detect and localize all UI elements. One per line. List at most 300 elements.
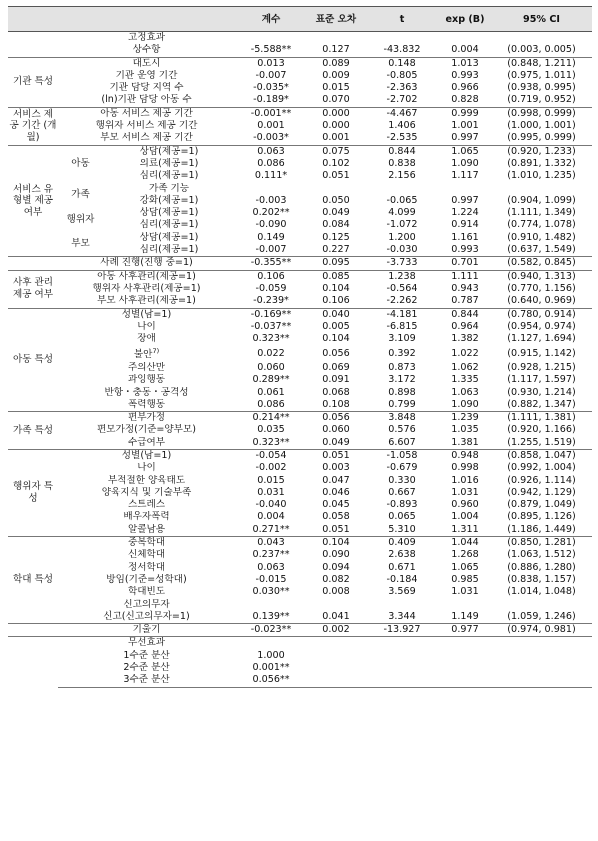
t-cell: -0.893 bbox=[386, 499, 418, 511]
variable-label bbox=[58, 295, 235, 308]
ci-cell: (0.582, 0.845) bbox=[491, 257, 592, 270]
ci-cell: (0.882, 1.347) bbox=[507, 398, 576, 410]
ci-cell: (1.117, 1.597) bbox=[507, 374, 576, 386]
se-cell: 0.227 bbox=[322, 244, 350, 256]
variable-text: 성별(남=1) bbox=[121, 449, 172, 461]
variable-text: 아동 서비스 제공 기간 bbox=[100, 107, 193, 119]
t-cell: -4.467 bbox=[365, 107, 439, 120]
se-cell bbox=[307, 674, 365, 687]
variable-text: 주의산만 bbox=[127, 361, 166, 373]
category-label: 가족 특성 bbox=[8, 412, 58, 450]
exp-cell: 1.268 bbox=[451, 549, 479, 561]
ci-cell: (0.920, 1.233) bbox=[491, 145, 592, 158]
variable-text: 반항・충동・공격성 bbox=[104, 386, 189, 398]
se-cell: 0.106 bbox=[322, 295, 350, 307]
table-row bbox=[8, 475, 592, 487]
ci-cell: (0.850, 1.281) bbox=[491, 537, 592, 550]
se-cell: 0.085 bbox=[307, 270, 365, 283]
table-row bbox=[8, 120, 592, 132]
exp-cell: 0.993 bbox=[451, 69, 479, 81]
coef-cell: -0.015 bbox=[255, 573, 287, 585]
ci-cell: (0.910, 1.482) bbox=[507, 231, 576, 243]
se-cell: 0.084 bbox=[322, 219, 350, 231]
se-cell: 0.001 bbox=[322, 132, 350, 144]
exp-cell: 1.111 bbox=[439, 270, 491, 283]
t-cell bbox=[365, 32, 439, 45]
regression-results-table bbox=[8, 6, 592, 688]
t-cell: -4.181 bbox=[365, 308, 439, 321]
ci-cell bbox=[491, 674, 592, 687]
coef-cell: 0.106 bbox=[235, 270, 307, 283]
t-cell: 0.873 bbox=[388, 361, 416, 373]
table-row bbox=[8, 232, 592, 244]
ci-cell: (0.780, 0.914) bbox=[491, 308, 592, 321]
table-row bbox=[8, 362, 592, 374]
variable-text: 부모 사후관리(제공=1) bbox=[97, 295, 196, 307]
ci-cell: (0.838, 1.157) bbox=[507, 573, 576, 585]
se-cell: 0.056 bbox=[307, 412, 365, 425]
variable-text: 무선효과 bbox=[127, 637, 166, 649]
variable-label bbox=[58, 437, 235, 450]
se-cell: 0.005 bbox=[322, 320, 350, 332]
coef-cell: 0.063 bbox=[235, 145, 307, 158]
table-row bbox=[8, 624, 592, 637]
variable-label bbox=[58, 650, 235, 662]
se-cell: 0.060 bbox=[322, 424, 350, 436]
variable-label bbox=[58, 586, 235, 598]
variable-label bbox=[58, 574, 235, 586]
variable-label bbox=[58, 321, 235, 333]
se-cell: 0.003 bbox=[322, 462, 350, 474]
variable-label bbox=[58, 308, 235, 321]
coef-cell: 0.139** bbox=[252, 610, 290, 622]
variable-label bbox=[58, 374, 235, 386]
coef-cell: -0.002 bbox=[255, 462, 287, 474]
category-label: 사후 관리 제공 여부 bbox=[8, 270, 58, 308]
coef-cell: 0.031 bbox=[257, 486, 285, 498]
exp-cell: 1.065 bbox=[439, 145, 491, 158]
se-cell: 0.104 bbox=[307, 537, 365, 550]
variable-label bbox=[58, 257, 235, 270]
t-cell: 0.844 bbox=[365, 145, 439, 158]
variable-label bbox=[58, 424, 235, 436]
variable-text: 중복학대 bbox=[127, 537, 166, 549]
t-cell: 3.569 bbox=[388, 586, 416, 598]
category-label: 서비스 유형별 제공 여부 bbox=[8, 145, 58, 257]
exp-cell: 1.311 bbox=[451, 523, 479, 535]
coef-cell: -0.007 bbox=[255, 244, 287, 256]
table-row bbox=[8, 44, 592, 57]
exp-cell: 0.701 bbox=[439, 257, 491, 270]
ci-cell: (1.255, 1.519) bbox=[507, 436, 576, 448]
exp-cell: 1.161 bbox=[451, 231, 479, 243]
exp-cell: 1.022 bbox=[451, 347, 479, 359]
ci-cell: (0.003, 0.005) bbox=[507, 44, 576, 56]
exp-cell: 1.239 bbox=[439, 412, 491, 425]
exp-cell: 0.844 bbox=[439, 308, 491, 321]
table-row bbox=[8, 586, 592, 598]
ci-cell: (0.879, 1.049) bbox=[507, 499, 576, 511]
coef-cell: -0.169** bbox=[235, 308, 307, 321]
variable-label bbox=[58, 132, 235, 145]
variable-label bbox=[58, 487, 235, 499]
variable-label bbox=[58, 562, 235, 574]
table-row bbox=[8, 374, 592, 386]
category-label: 행위자 특성 bbox=[8, 449, 58, 536]
coef-cell: 0.035 bbox=[257, 424, 285, 436]
exp-cell: 0.787 bbox=[451, 295, 479, 307]
exp-cell: 0.999 bbox=[439, 107, 491, 120]
coef-cell: 0.086 bbox=[257, 157, 285, 169]
se-cell: 0.009 bbox=[322, 69, 350, 81]
exp-cell: 0.977 bbox=[439, 624, 491, 637]
t-cell: 3.344 bbox=[388, 610, 416, 622]
table-row bbox=[8, 345, 592, 361]
table-row bbox=[8, 562, 592, 574]
variable-text: 신고의무자 bbox=[123, 598, 170, 610]
variable-label bbox=[58, 362, 235, 374]
variable-label bbox=[58, 270, 235, 283]
t-cell: -3.733 bbox=[365, 257, 439, 270]
ci-cell: (1.059, 1.246) bbox=[507, 610, 576, 622]
subgroup-label: 아동 bbox=[58, 145, 103, 182]
t-cell: -0.564 bbox=[386, 282, 418, 294]
coef-cell: -0.040 bbox=[255, 499, 287, 511]
variable-label bbox=[103, 232, 235, 244]
variable-text: 편모가정(기준=양부모) bbox=[97, 424, 196, 436]
variable-text: 불안 bbox=[133, 349, 153, 361]
variable-text: 성별(남=1) bbox=[121, 308, 172, 320]
coef-cell: 0.202** bbox=[252, 207, 290, 219]
t-cell: -1.058 bbox=[365, 449, 439, 462]
coef-cell: 0.271** bbox=[252, 523, 290, 535]
t-cell: 2.156 bbox=[388, 170, 416, 182]
variable-text: 부적절한 양육태도 bbox=[107, 474, 186, 486]
ci-cell: (0.904, 1.099) bbox=[507, 194, 576, 206]
t-cell: 0.330 bbox=[388, 474, 416, 486]
ci-cell: (0.920, 1.166) bbox=[507, 424, 576, 436]
ci-cell: (0.942, 1.129) bbox=[507, 486, 576, 498]
table-row bbox=[8, 449, 592, 462]
variable-label bbox=[58, 120, 235, 132]
table-row bbox=[8, 207, 592, 219]
ci-cell: (1.063, 1.512) bbox=[507, 549, 576, 561]
coef-cell: -0.003 bbox=[255, 194, 287, 206]
ci-cell: (0.891, 1.332) bbox=[507, 157, 576, 169]
t-cell: -0.065 bbox=[386, 194, 418, 206]
se-cell: 0.002 bbox=[307, 624, 365, 637]
variable-label bbox=[58, 32, 235, 45]
ci-cell: (0.938, 0.995) bbox=[507, 82, 576, 94]
exp-cell: 1.090 bbox=[451, 398, 479, 410]
coef-cell: 0.015 bbox=[257, 474, 285, 486]
t-cell bbox=[365, 637, 439, 650]
variable-label bbox=[58, 674, 235, 687]
se-cell: 0.104 bbox=[322, 282, 350, 294]
coef-cell: 0.214** bbox=[235, 412, 307, 425]
header-row bbox=[8, 7, 592, 32]
t-cell bbox=[365, 662, 439, 674]
variable-text: 심리(제공=1) bbox=[139, 170, 199, 182]
ci-cell: (0.719, 0.952) bbox=[507, 94, 576, 106]
table-row bbox=[8, 57, 592, 70]
t-cell: -1.072 bbox=[386, 219, 418, 231]
exp-cell: 1.149 bbox=[451, 610, 479, 622]
ci-cell: (0.637, 1.549) bbox=[507, 244, 576, 256]
subgroup-label: 행위자 bbox=[66, 213, 95, 225]
variable-text: 폭력행동 bbox=[127, 398, 166, 410]
ci-cell: (0.995, 0.999) bbox=[507, 132, 576, 144]
t-cell: -2.363 bbox=[386, 82, 418, 94]
exp-cell: 1.381 bbox=[451, 436, 479, 448]
se-cell: 0.104 bbox=[322, 333, 350, 345]
exp-cell: 1.035 bbox=[451, 424, 479, 436]
t-cell: 0.576 bbox=[388, 424, 416, 436]
category-label bbox=[8, 32, 58, 58]
coef-cell: 0.323** bbox=[252, 436, 290, 448]
variable-text: 부모 서비스 제공 기간 bbox=[100, 132, 193, 144]
coef-cell: -0.003* bbox=[253, 132, 289, 144]
variable-label bbox=[58, 549, 235, 561]
table-row bbox=[8, 524, 592, 537]
coef-cell: -0.001** bbox=[235, 107, 307, 120]
exp-cell: 1.382 bbox=[451, 333, 479, 345]
t-cell: 0.898 bbox=[388, 386, 416, 398]
coef-cell: -0.239* bbox=[253, 295, 289, 307]
footnote-marker: 7) bbox=[152, 347, 160, 356]
variable-text: 편부가정 bbox=[127, 412, 166, 424]
t-cell: 0.392 bbox=[388, 347, 416, 359]
variable-text: 과잉행동 bbox=[127, 374, 166, 386]
t-cell: -0.184 bbox=[386, 573, 418, 585]
variable-label bbox=[58, 511, 235, 523]
ci-cell: (0.895, 1.126) bbox=[507, 511, 576, 523]
category-label bbox=[8, 637, 58, 687]
se-cell: 0.058 bbox=[322, 511, 350, 523]
variable-text: 기관 운영 기간 bbox=[115, 69, 178, 81]
se-cell: 0.090 bbox=[322, 549, 350, 561]
coef-cell: 0.323** bbox=[252, 333, 290, 345]
ci-cell: (0.998, 0.999) bbox=[491, 107, 592, 120]
exp-cell: 0.997 bbox=[451, 194, 479, 206]
variable-label bbox=[58, 662, 235, 674]
variable-label bbox=[58, 345, 235, 361]
category-label bbox=[8, 624, 58, 637]
header-ci: 95% CI bbox=[491, 7, 592, 32]
t-cell: 1.200 bbox=[388, 231, 416, 243]
se-cell: 0.056 bbox=[322, 347, 350, 359]
table-row bbox=[8, 257, 592, 270]
exp-cell: 1.117 bbox=[451, 170, 479, 182]
table-row bbox=[8, 662, 592, 674]
variable-text: 배우자폭력 bbox=[123, 511, 170, 523]
variable-label bbox=[58, 462, 235, 474]
exp-cell: 1.031 bbox=[451, 586, 479, 598]
exp-cell: 0.914 bbox=[451, 219, 479, 231]
variable-text: 상담(제공=1) bbox=[139, 145, 199, 157]
table-row bbox=[8, 333, 592, 345]
t-cell: -43.832 bbox=[383, 44, 421, 56]
coef-cell: 0.043 bbox=[235, 537, 307, 550]
variable-label bbox=[58, 70, 235, 82]
exp-cell: 1.013 bbox=[439, 57, 491, 70]
t-cell bbox=[365, 650, 439, 662]
coef-cell bbox=[235, 32, 307, 45]
variable-label bbox=[58, 107, 235, 120]
coef-cell: 0.237** bbox=[252, 549, 290, 561]
regression-table-container bbox=[8, 6, 592, 688]
variable-text: (ln)기관 담당 아동 수 bbox=[101, 94, 192, 106]
variable-text: 나이 bbox=[137, 320, 156, 332]
variable-text: 신체학대 bbox=[127, 549, 166, 561]
exp-cell: 0.943 bbox=[451, 282, 479, 294]
header-t: t bbox=[365, 7, 439, 32]
variable-label bbox=[58, 599, 235, 624]
coef-cell: 0.149 bbox=[257, 231, 285, 243]
coef-cell bbox=[235, 637, 307, 650]
variable-label bbox=[58, 57, 235, 70]
variable-text: 상수항 bbox=[132, 44, 161, 56]
variable-text: 3수준 분산 bbox=[123, 674, 170, 686]
category-label: 서비스 제공 기간 (개월) bbox=[8, 107, 58, 145]
exp-cell bbox=[439, 637, 491, 650]
table-row bbox=[8, 487, 592, 499]
table-row bbox=[8, 437, 592, 450]
coef-cell: 0.056** bbox=[235, 674, 307, 687]
exp-cell: 1.065 bbox=[451, 561, 479, 573]
table-row bbox=[8, 308, 592, 321]
ci-cell: (0.974, 0.981) bbox=[491, 624, 592, 637]
t-cell: -2.702 bbox=[386, 94, 418, 106]
se-cell: 0.051 bbox=[322, 523, 350, 535]
variable-label bbox=[103, 219, 235, 231]
variable-text: 의료(제공=1) bbox=[139, 157, 199, 169]
variable-label bbox=[58, 399, 235, 412]
variable-label bbox=[58, 499, 235, 511]
variable-text: 2수준 분산 bbox=[123, 662, 170, 674]
se-cell: 0.050 bbox=[322, 194, 350, 206]
header-exp: exp (B) bbox=[439, 7, 491, 32]
ci-cell: (0.992, 1.004) bbox=[507, 462, 576, 474]
ci-cell: (0.940, 1.313) bbox=[491, 270, 592, 283]
coef-cell: 0.289** bbox=[252, 374, 290, 386]
se-cell: 0.069 bbox=[322, 361, 350, 373]
variable-label bbox=[58, 449, 235, 462]
exp-cell: 1.044 bbox=[439, 537, 491, 550]
t-cell: 0.667 bbox=[388, 486, 416, 498]
se-cell: 0.091 bbox=[322, 374, 350, 386]
se-cell bbox=[307, 32, 365, 45]
t-cell: 3.109 bbox=[388, 333, 416, 345]
se-cell: 0.045 bbox=[322, 499, 350, 511]
variable-text: 기울기 bbox=[132, 624, 161, 636]
t-cell: 1.406 bbox=[388, 120, 416, 132]
exp-cell: 1.335 bbox=[451, 374, 479, 386]
table-row bbox=[8, 107, 592, 120]
variable-text-line2: 강화(제공=1) bbox=[139, 194, 199, 206]
se-cell: 0.125 bbox=[322, 231, 350, 243]
ci-cell: (0.770, 1.156) bbox=[507, 282, 576, 294]
exp-cell bbox=[439, 662, 491, 674]
table-row bbox=[8, 387, 592, 399]
exp-cell: 1.004 bbox=[451, 511, 479, 523]
exp-cell bbox=[439, 650, 491, 662]
variable-label bbox=[58, 82, 235, 94]
variable-text: 양육지식 및 기술부족 bbox=[101, 486, 192, 498]
t-cell: 4.099 bbox=[388, 207, 416, 219]
table-row bbox=[8, 321, 592, 333]
variable-label bbox=[103, 145, 235, 158]
exp-cell: 1.062 bbox=[451, 361, 479, 373]
table-row bbox=[8, 462, 592, 474]
se-cell: 0.094 bbox=[322, 561, 350, 573]
exp-cell: 0.964 bbox=[451, 320, 479, 332]
table-row bbox=[8, 599, 592, 624]
ci-cell bbox=[491, 650, 592, 662]
coef-cell: -0.035* bbox=[253, 82, 289, 94]
ci-cell: (0.886, 1.280) bbox=[507, 561, 576, 573]
table-row bbox=[8, 537, 592, 550]
subgroup-label: 가족 bbox=[71, 189, 90, 201]
exp-cell: 0.985 bbox=[451, 573, 479, 585]
variable-text: 행위자 서비스 제공 기간 bbox=[95, 120, 198, 132]
se-cell: 0.041 bbox=[322, 610, 350, 622]
variable-text: 아동 사후관리(제공=1) bbox=[97, 270, 196, 282]
se-cell: 0.049 bbox=[322, 207, 350, 219]
table-row bbox=[8, 132, 592, 145]
variable-text: 정서학대 bbox=[127, 561, 166, 573]
ci-cell: (1.186, 1.449) bbox=[507, 523, 576, 535]
variable-label bbox=[58, 637, 235, 650]
variable-text: 기관 담당 지역 수 bbox=[109, 82, 184, 94]
variable-label bbox=[58, 44, 235, 57]
variable-label bbox=[58, 624, 235, 637]
coef-cell: 0.060 bbox=[257, 361, 285, 373]
table-row bbox=[8, 674, 592, 687]
variable-text: 장애 bbox=[137, 333, 156, 345]
variable-text: 알콜남용 bbox=[127, 523, 166, 535]
ci-cell: (1.127, 1.694) bbox=[507, 333, 576, 345]
exp-cell: 0.998 bbox=[451, 462, 479, 474]
table-row bbox=[8, 70, 592, 82]
variable-label bbox=[58, 475, 235, 487]
variable-text: 상담(제공=1) bbox=[139, 231, 199, 243]
coef-cell: 0.013 bbox=[235, 57, 307, 70]
se-cell: 0.051 bbox=[322, 170, 350, 182]
table-row bbox=[8, 499, 592, 511]
exp-cell: 0.828 bbox=[451, 94, 479, 106]
ci-cell: (1.014, 1.048) bbox=[507, 586, 576, 598]
exp-cell: 0.993 bbox=[451, 244, 479, 256]
ci-cell: (1.111, 1.381) bbox=[491, 412, 592, 425]
variable-label bbox=[58, 412, 235, 425]
se-cell: 0.015 bbox=[322, 82, 350, 94]
category-label: 기관 특성 bbox=[8, 57, 58, 107]
ci-cell bbox=[491, 637, 592, 650]
exp-cell: 1.031 bbox=[451, 486, 479, 498]
t-cell: -2.262 bbox=[386, 295, 418, 307]
coef-cell: -5.588** bbox=[250, 44, 292, 56]
t-cell: 6.607 bbox=[388, 436, 416, 448]
se-cell: 0.070 bbox=[322, 94, 350, 106]
variable-text: 학대빈도 bbox=[127, 586, 166, 598]
coef-cell: 0.004 bbox=[257, 511, 285, 523]
variable-text: 행위자 사후관리(제공=1) bbox=[92, 282, 201, 294]
coef-cell: -0.007 bbox=[255, 69, 287, 81]
coef-cell: -0.090 bbox=[255, 219, 287, 231]
variable-text: 방임(기준=성학대) bbox=[106, 573, 187, 585]
se-cell: 0.068 bbox=[322, 386, 350, 398]
